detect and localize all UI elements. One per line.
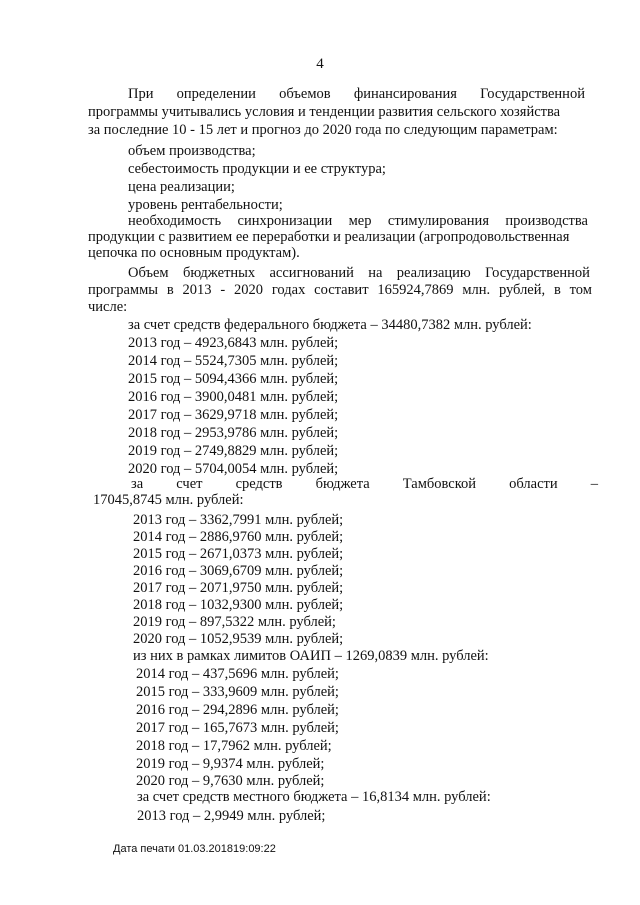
word: составит bbox=[314, 282, 369, 298]
federal-year-line: 2017 год – 3629,9718 млн. рублей; bbox=[128, 407, 339, 423]
oaip-year-line: 2015 год – 333,9609 млн. рублей; bbox=[136, 684, 339, 700]
word: на bbox=[368, 265, 383, 281]
param-item: объем производства; bbox=[128, 143, 256, 159]
regional-year-line: 2015 год – 2671,0373 млн. рублей; bbox=[133, 546, 344, 562]
word: Объем bbox=[128, 265, 169, 281]
word: в bbox=[166, 282, 174, 298]
word: - bbox=[220, 282, 226, 298]
oaip-year-line: 2019 год – 9,9374 млн. рублей; bbox=[136, 756, 325, 772]
intro-line-2: программы учитывались условия и тенденции развития сельского хозяйства bbox=[88, 104, 561, 120]
word: необходимость bbox=[128, 213, 222, 229]
federal-year-line: 2019 год – 2749,8829 млн. рублей; bbox=[128, 443, 339, 459]
volume-line-1 bbox=[128, 264, 590, 282]
oaip-year-line: 2016 год – 294,2896 млн. рублей; bbox=[136, 702, 339, 718]
oaip-year-line: 2018 год – 17,7962 млн. рублей; bbox=[136, 738, 332, 754]
sync-line-2: продукции с развитием ее переработки и реализации (агропродовольственная bbox=[88, 229, 570, 245]
federal-year-line: 2013 год – 4923,6843 млн. рублей; bbox=[128, 335, 339, 351]
federal-year-line: 2018 год – 2953,9786 млн. рублей; bbox=[128, 425, 339, 441]
word: реализацию bbox=[396, 265, 471, 281]
intro-line-1 bbox=[128, 85, 585, 103]
param-item: цена реализации; bbox=[128, 179, 235, 195]
local-header: за счет средств местного бюджета – 16,8134 млн. рублей: bbox=[137, 789, 491, 805]
param-item: себестоимость продукции и ее структура; bbox=[128, 161, 386, 177]
federal-year-line: 2015 год – 5094,4366 млн. рублей; bbox=[128, 371, 339, 387]
regional-header-line-2: 17045,8745 млн. рублей: bbox=[93, 492, 244, 508]
regional-year-line: 2019 год – 897,5322 млн. рублей; bbox=[133, 614, 336, 630]
regional-year-line: 2013 год – 3362,7991 млн. рублей; bbox=[133, 512, 344, 528]
word: за bbox=[131, 476, 144, 492]
word: финансирования bbox=[353, 86, 457, 102]
word: Тамбовской bbox=[402, 476, 477, 492]
regional-year-line: 2017 год – 2071,9750 млн. рублей; bbox=[133, 580, 344, 596]
federal-year-line: 2016 год – 3900,0481 млн. рублей; bbox=[128, 389, 339, 405]
word: рублей, bbox=[498, 282, 546, 298]
param-item: уровень рентабельности; bbox=[128, 197, 283, 213]
word: программы bbox=[88, 282, 158, 298]
word: в bbox=[553, 282, 561, 298]
word: объемов bbox=[279, 86, 331, 102]
word: определении bbox=[176, 86, 256, 102]
word: производства bbox=[505, 213, 588, 229]
word: стимулирования bbox=[387, 213, 489, 229]
oaip-header: из них в рамках лимитов ОАИП – 1269,0839 млн. рублей: bbox=[133, 648, 489, 664]
regional-year-line: 2016 год – 3069,6709 млн. рублей; bbox=[133, 563, 344, 579]
print-date-footer: Дата печати 01.03.201819:09:22 bbox=[113, 843, 276, 855]
local-year-line: 2013 год – 2,9949 млн. рублей; bbox=[137, 808, 326, 824]
word: – bbox=[590, 476, 598, 492]
word: 2020 bbox=[234, 282, 264, 298]
sync-line-3: цепочка по основным продуктам). bbox=[88, 245, 300, 261]
volume-line-2 bbox=[88, 281, 592, 299]
word: синхронизации bbox=[237, 213, 333, 229]
word: том bbox=[569, 282, 592, 298]
federal-header: за счет средств федерального бюджета – 34480,7382 млн. рублей: bbox=[128, 317, 532, 333]
word: области bbox=[509, 476, 558, 492]
word: млн. bbox=[462, 282, 491, 298]
federal-year-line: 2014 год – 5524,7305 млн. рублей; bbox=[128, 353, 339, 369]
regional-year-line: 2020 год – 1052,9539 млн. рублей; bbox=[133, 631, 344, 647]
word: мер bbox=[348, 213, 372, 229]
word: годах bbox=[271, 282, 306, 298]
regional-year-line: 2014 год – 2886,9760 млн. рублей; bbox=[133, 529, 344, 545]
word: бюджетных bbox=[182, 265, 256, 281]
volume-line-3: числе: bbox=[88, 299, 128, 315]
oaip-year-line: 2014 год – 437,5696 млн. рублей; bbox=[136, 666, 339, 682]
word: 165924,7869 bbox=[377, 282, 454, 298]
intro-line-3: за последние 10 - 15 лет и прогноз до 2020 года по следующим параметрам: bbox=[88, 122, 558, 138]
oaip-year-line: 2020 год – 9,7630 млн. рублей; bbox=[136, 773, 325, 789]
word: средств bbox=[235, 476, 283, 492]
word: При bbox=[128, 86, 154, 102]
word: ассигнований bbox=[269, 265, 354, 281]
word: Государственной bbox=[480, 86, 585, 102]
page-number: 4 bbox=[316, 56, 324, 72]
word: бюджета bbox=[315, 476, 370, 492]
oaip-year-line: 2017 год – 165,7673 млн. рублей; bbox=[136, 720, 339, 736]
word: Государственной bbox=[485, 265, 590, 281]
federal-year-line: 2020 год – 5704,0054 млн. рублей; bbox=[128, 461, 339, 477]
regional-year-line: 2018 год – 1032,9300 млн. рублей; bbox=[133, 597, 344, 613]
word: счет bbox=[176, 476, 203, 492]
word: 2013 bbox=[182, 282, 212, 298]
